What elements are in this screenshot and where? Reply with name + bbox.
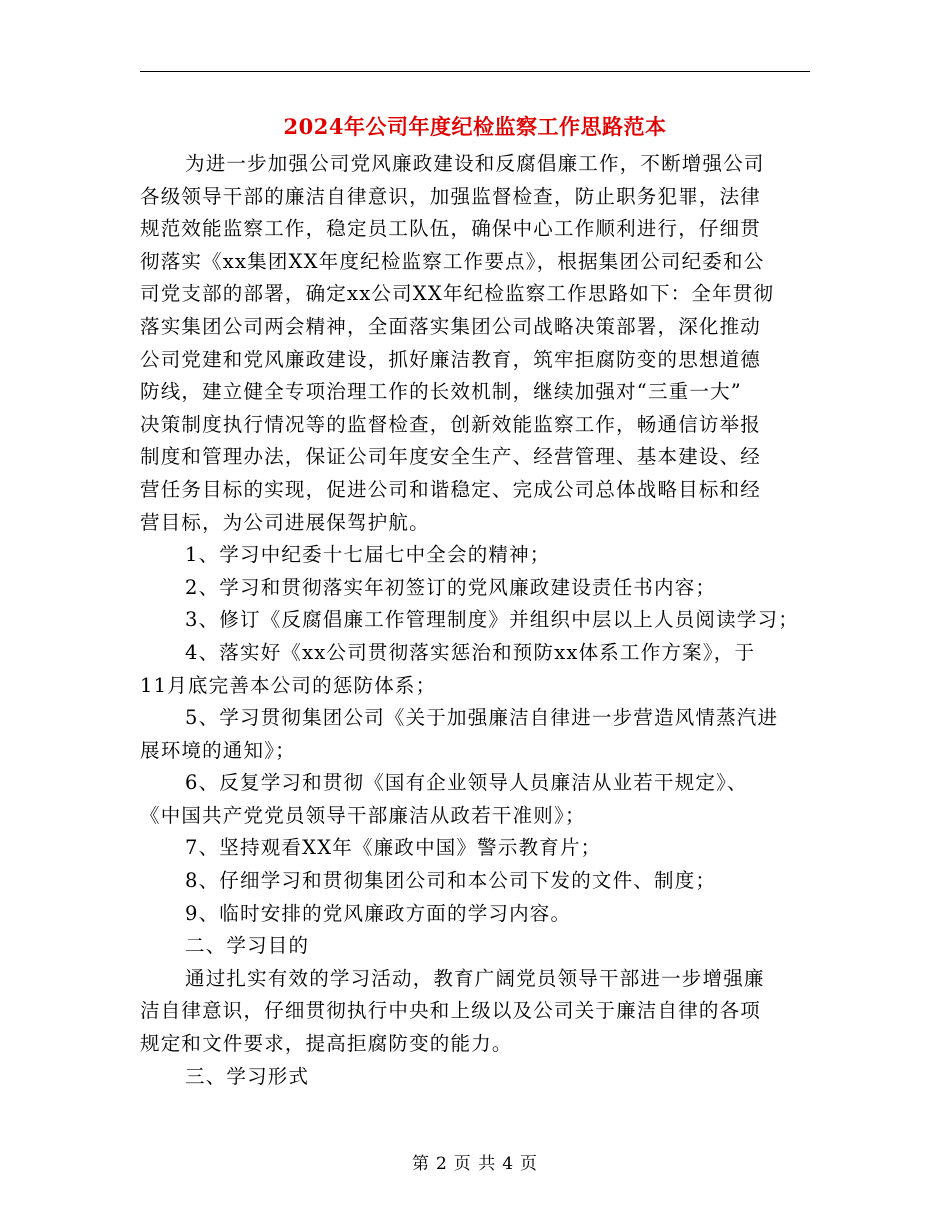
text-line: 司党支部的部署，确定xx公司XX年纪检监察工作思路如下：全年贯彻 (140, 282, 775, 306)
text-line: 营任务目标的实现，促进公司和谐稳定、完成公司总体战略目标和经 (140, 477, 762, 501)
text-line: 展环境的通知》； (140, 738, 296, 762)
text-line: 5、学习贯彻集团公司《关于加强廉洁自律进一步营造风情蒸汽进 (185, 706, 779, 730)
document-title: 2024年公司年度纪检监察工作思路范本 (283, 114, 667, 139)
text-line: 防线，建立健全专项治理工作的长效机制，继续加强对“三重一大” (140, 380, 742, 404)
text-line: 各级领导干部的廉洁自律意识，加强监督检查，防止职务犯罪，法律 (140, 184, 762, 208)
text-line: 彻落实《xx集团XX年度纪检监察工作要点》，根据集团公司纪委和公 (140, 249, 765, 273)
text-line: 为进一步加强公司党风廉政建设和反腐倡廉工作，不断增强公司 (185, 152, 765, 175)
text-line: 6、反复学习和贯彻《国有企业领导人员廉洁从业若干规定》、 (185, 771, 748, 795)
document-body (140, 148, 812, 1093)
text-line: 决策制度执行情况等的监督检查，创新效能监察工作，畅通信访举报 (140, 412, 762, 436)
text-line: 通过扎实有效的学习活动，教育广阔党员领导干部进一步增强廉 (185, 966, 765, 990)
text-line: 三、学习形式 (185, 1064, 310, 1088)
text-line: 二、学习目的 (185, 934, 310, 958)
text-line: 8、仔细学习和贯彻集团公司和本公司下发的文件、制度； (185, 869, 717, 893)
footer-middle: 页 共 (453, 1154, 497, 1174)
text-line: 公司党建和党风廉政建设，抓好廉洁教育，筑牢拒腐防变的思想道德 (140, 347, 762, 371)
text-line: 11月底完善本公司的惩防体系； (140, 673, 437, 697)
footer-total-pages: 4 (502, 1154, 515, 1174)
text-line: 制度和管理办法，保证公司年度安全生产、经营管理、基本建设、经 (140, 445, 762, 469)
text-line: 4、落实好《xx公司贯彻落实惩治和预防xx体系工作方案》，于 (185, 640, 756, 664)
footer-prefix: 第 (411, 1154, 430, 1174)
text-line: 落实集团公司两会精神，全面落实集团公司战略决策部署，深化推动 (140, 314, 762, 338)
text-line: 规范效能监察工作，稳定员工队伍，确保中心工作顺利进行，仔细贯 (140, 217, 762, 241)
text-line: 规定和文件要求，提高拒腐防变的能力。 (140, 1032, 513, 1056)
text-line: 7、坚持观看XX年《廉政中国》警示教育片； (185, 836, 602, 860)
text-line: 3、修订《反腐倡廉工作管理制度》并组织中层以上人员阅读学习； (185, 608, 799, 632)
footer-suffix: 页 (520, 1154, 539, 1174)
text-line: 1、学习中纪委十七届七中全会的精神； (185, 543, 551, 567)
text-line: 9、临时安排的党风廉政方面的学习内容。 (185, 901, 572, 925)
text-line: 2、学习和贯彻落实年初签订的党风廉政建设责任书内容； (185, 575, 717, 599)
text-line: 洁自律意识，仔细贯彻执行中央和上级以及公司关于廉洁自律的各项 (140, 999, 762, 1023)
page-footer (0, 1152, 950, 1176)
text-line: 《中国共产党党员领导干部廉洁从政若干准则》； (140, 803, 586, 827)
footer-page-number: 2 (435, 1154, 448, 1174)
text-line: 营目标，为公司进展保驾护航。 (140, 510, 430, 534)
header-rule (140, 71, 810, 72)
